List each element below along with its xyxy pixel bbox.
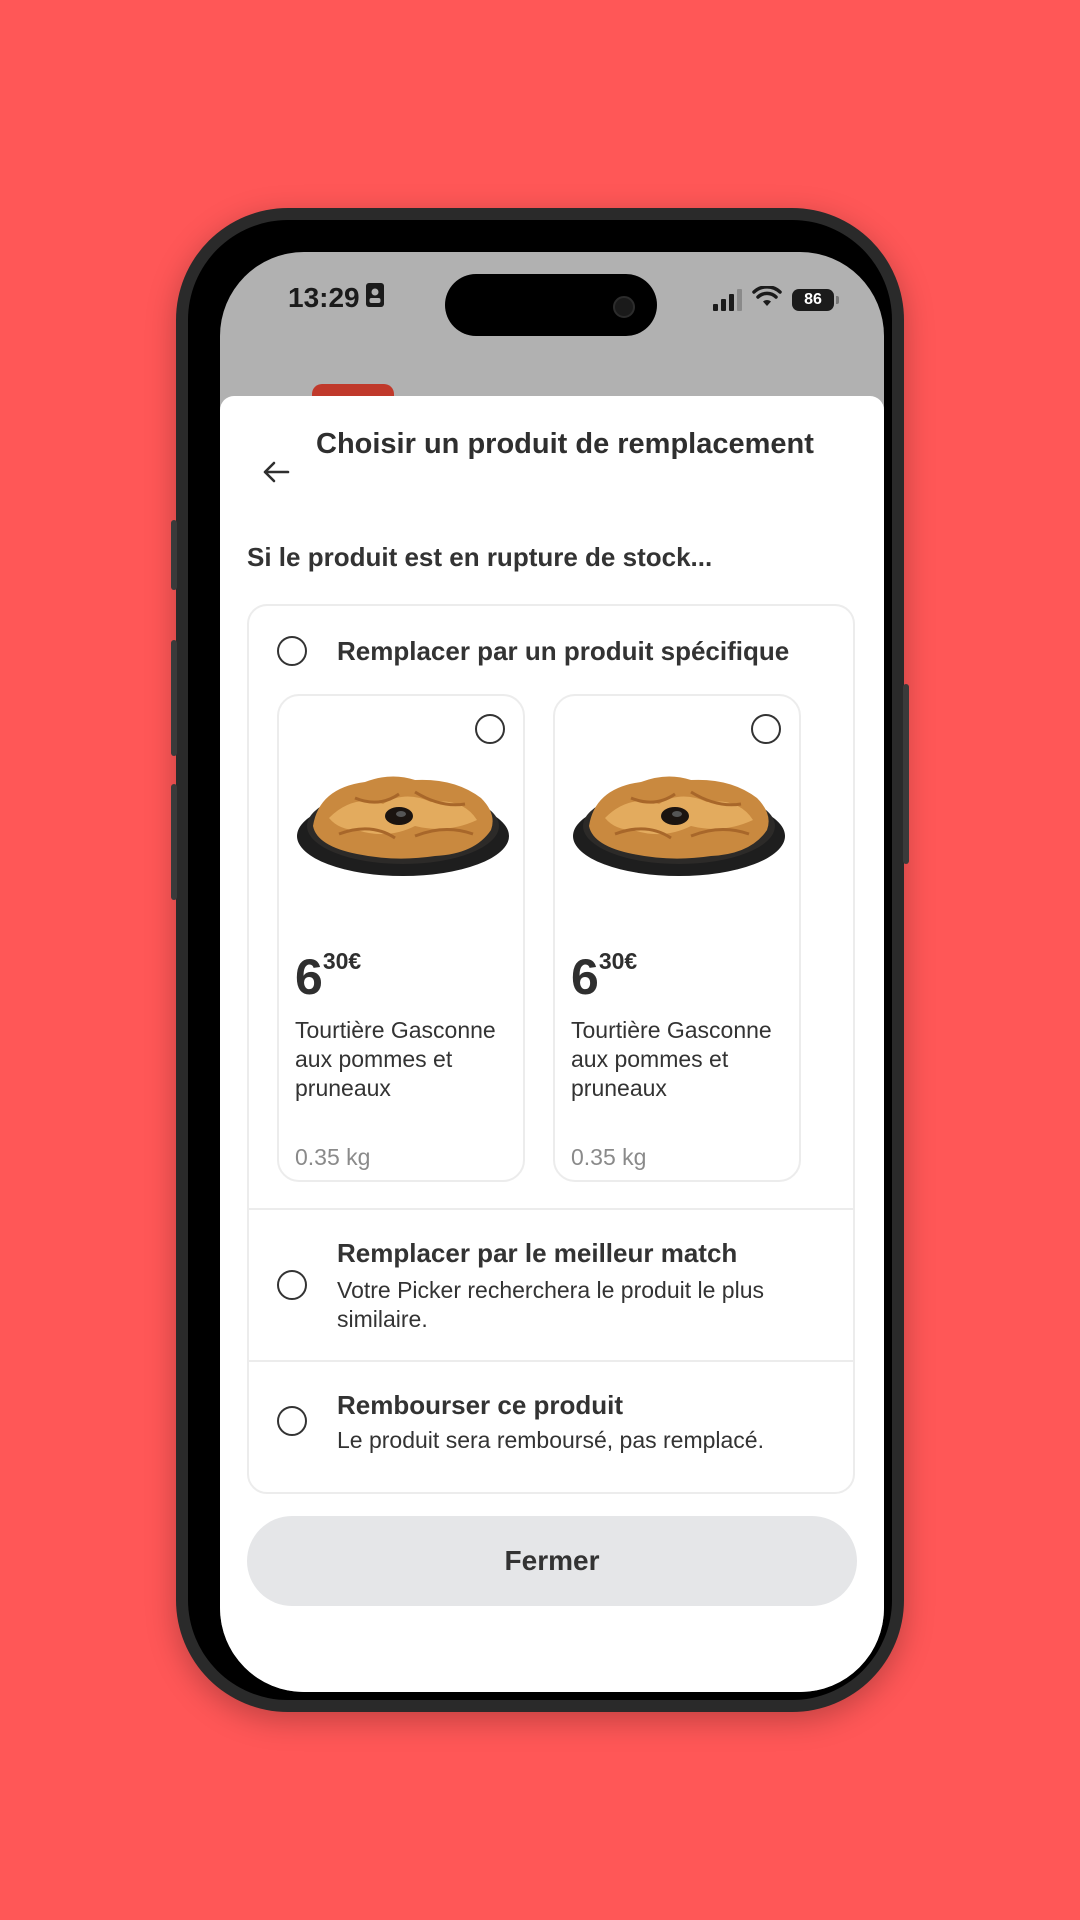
option-refund-description: Le produit sera remboursé, pas remplacé. xyxy=(337,1427,764,1453)
options-card xyxy=(247,604,855,1494)
product-weight: 0.35 kg xyxy=(571,1144,647,1170)
option-refund-label: Rembourser ce produit xyxy=(337,1390,624,1420)
product-image xyxy=(295,764,511,882)
product-name: Tourtière Gasconne aux pommes et pruneaux xyxy=(571,1017,772,1101)
battery-level: 86 xyxy=(804,290,822,308)
product-card[interactable] xyxy=(553,694,801,1182)
product-price-integer: 6 xyxy=(295,949,323,1005)
dynamic-island xyxy=(445,274,657,336)
sheet-header xyxy=(252,426,852,498)
replacement-sheet xyxy=(220,396,884,1692)
option-refund[interactable] xyxy=(249,1362,853,1492)
back-button[interactable] xyxy=(252,450,300,498)
status-icons xyxy=(713,286,834,313)
option-best-match-description: Votre Picker recherchera le produit le plus similaire. xyxy=(337,1277,764,1332)
option-specific-radio[interactable] xyxy=(277,636,307,666)
close-button[interactable]: Fermer xyxy=(247,1516,857,1606)
status-time-text: 13:29 xyxy=(288,282,360,313)
wifi-icon xyxy=(752,286,782,313)
phone-power-button xyxy=(903,684,909,864)
product-card[interactable] xyxy=(277,694,525,1182)
product-image xyxy=(571,764,787,882)
option-best-match-radio[interactable] xyxy=(277,1270,307,1300)
stock-subtitle: Si le produit est en rupture de stock... xyxy=(247,542,713,572)
option-best-match-label: Remplacer par le meilleur match xyxy=(337,1238,738,1268)
option-specific-product[interactable] xyxy=(249,606,853,694)
status-time xyxy=(288,282,384,314)
phone-bezel xyxy=(188,220,892,1700)
phone-volume-up-button xyxy=(171,640,177,756)
page-title: Choisir un produit de remplacement xyxy=(316,428,814,460)
battery-icon xyxy=(792,289,834,311)
arrow-left-icon xyxy=(262,460,290,489)
option-specific-label: Remplacer par un produit spécifique xyxy=(337,636,790,666)
product-radio[interactable] xyxy=(751,714,781,744)
product-name: Tourtière Gasconne aux pommes et pruneaux xyxy=(295,1017,496,1101)
phone-action-button xyxy=(171,520,177,590)
option-best-match[interactable] xyxy=(249,1210,853,1360)
id-badge-icon xyxy=(366,282,384,314)
front-camera xyxy=(613,296,635,318)
cellular-signal-icon xyxy=(713,289,742,311)
option-refund-radio[interactable] xyxy=(277,1406,307,1436)
product-price xyxy=(295,948,362,1005)
product-price-decimal: 30€ xyxy=(322,948,362,974)
phone-screen xyxy=(220,252,884,1692)
product-weight: 0.35 kg xyxy=(295,1144,371,1170)
phone-frame xyxy=(176,208,904,1712)
status-bar xyxy=(220,252,884,402)
phone-volume-down-button xyxy=(171,784,177,900)
product-radio[interactable] xyxy=(475,714,505,744)
product-price xyxy=(571,948,638,1005)
product-list xyxy=(277,694,801,1182)
product-price-integer: 6 xyxy=(571,949,599,1005)
product-price-decimal: 30€ xyxy=(598,948,638,974)
